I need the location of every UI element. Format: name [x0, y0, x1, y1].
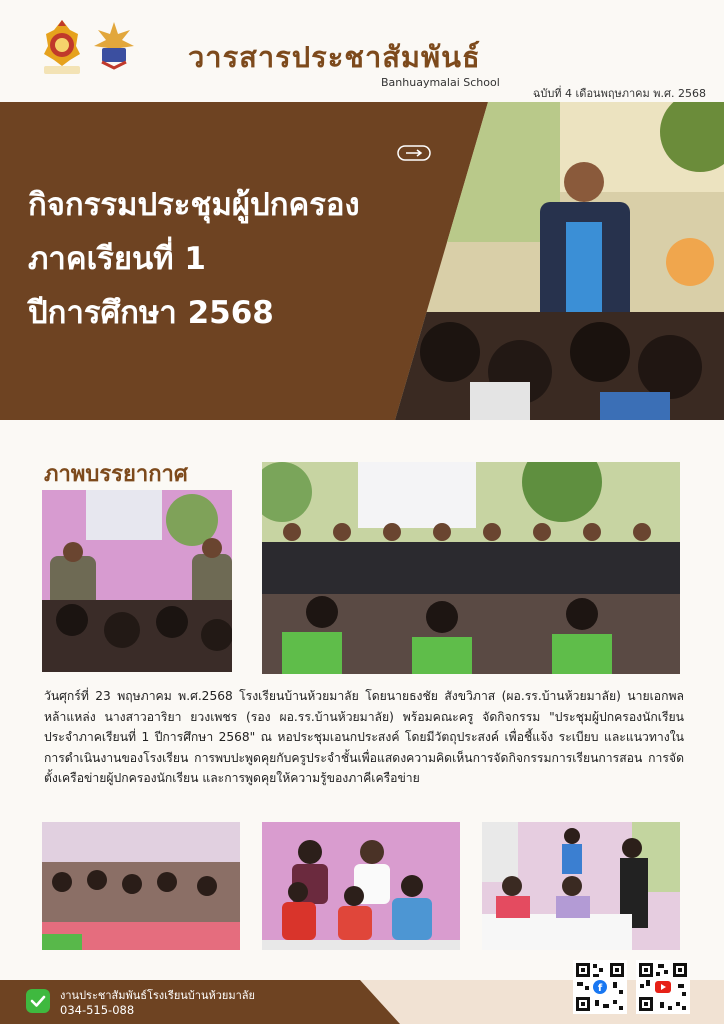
youtube-qr-code-icon[interactable]	[636, 960, 690, 1014]
hero-title	[28, 178, 458, 340]
article-body: วันศุกร์ที่ 23 พฤษภาคม พ.ศ.2568 โรงเรียนบ้านห้วยมาลัย โดยนายธงชัย สังขวิภาส (ผอ.รร.บ้านห้วยมาลัย) นายเอกพล หล้าแหล่ง นางสาวอาริยา ยวงเพชร (รอง ผอ.รร.บ้านห้วยมาลัย) พร้อมคณะครู จัดกิจกรรม "ประชุมผู้ปกครองนักเรียน ประจำภาคเรียนที่ 1 ปีการศึกษา 2568" ณ หอประชุมเอนกประสงค์ โดยมีวัตถุประสงค์ เพื่อชี้แจ้ง ระเบียบ และแนวทางในการดำเนินงานของโรงเรียน การพบปะพูดคุยกับครูประจำชั้นเพื่อแสดงความคิดเห็นการจัดกิจกรรมการเรียนการสอน การจัดตั้งเครือข่ายผู้ปกครองนักเรียน และการพูดคุยให้ความรู้ของภาคีเครือข่าย	[44, 689, 684, 785]
school-emblem-logo	[40, 18, 84, 76]
footer-phone: 034-515-088	[60, 1003, 135, 1017]
section-heading: ภาพบรรยากาศ	[44, 462, 188, 487]
photo-registration-table	[482, 822, 680, 950]
hero-title-line-1: กิจกรรมประชุมผู้ปกครอง	[28, 187, 360, 223]
page-title: วารสารประชาสัมพันธ์	[188, 40, 481, 74]
photo-staff-group-stage	[262, 462, 680, 674]
school-name-en: Banhuaymalai School	[381, 76, 500, 89]
check-icon	[26, 989, 50, 1013]
hero-title-line-2: ภาคเรียนที่ 1	[28, 241, 206, 277]
photo-family-group	[262, 822, 460, 950]
facebook-qr-code-icon[interactable]	[573, 960, 627, 1014]
photo-teachers-standing	[42, 490, 232, 672]
svg-text:f: f	[597, 983, 603, 994]
hero-title-line-3: ปีการศึกษา 2568	[28, 295, 274, 331]
arrow-right-icon	[397, 145, 431, 161]
photo-parents-raising-hands	[42, 822, 240, 950]
obec-logo	[92, 18, 136, 76]
footer-department: งานประชาสัมพันธ์โรงเรียนบ้านห้วยมาลัย	[60, 989, 255, 1002]
issue-info: ฉบับที่ 4 เดือนพฤษภาคม พ.ศ. 2568	[532, 87, 706, 100]
